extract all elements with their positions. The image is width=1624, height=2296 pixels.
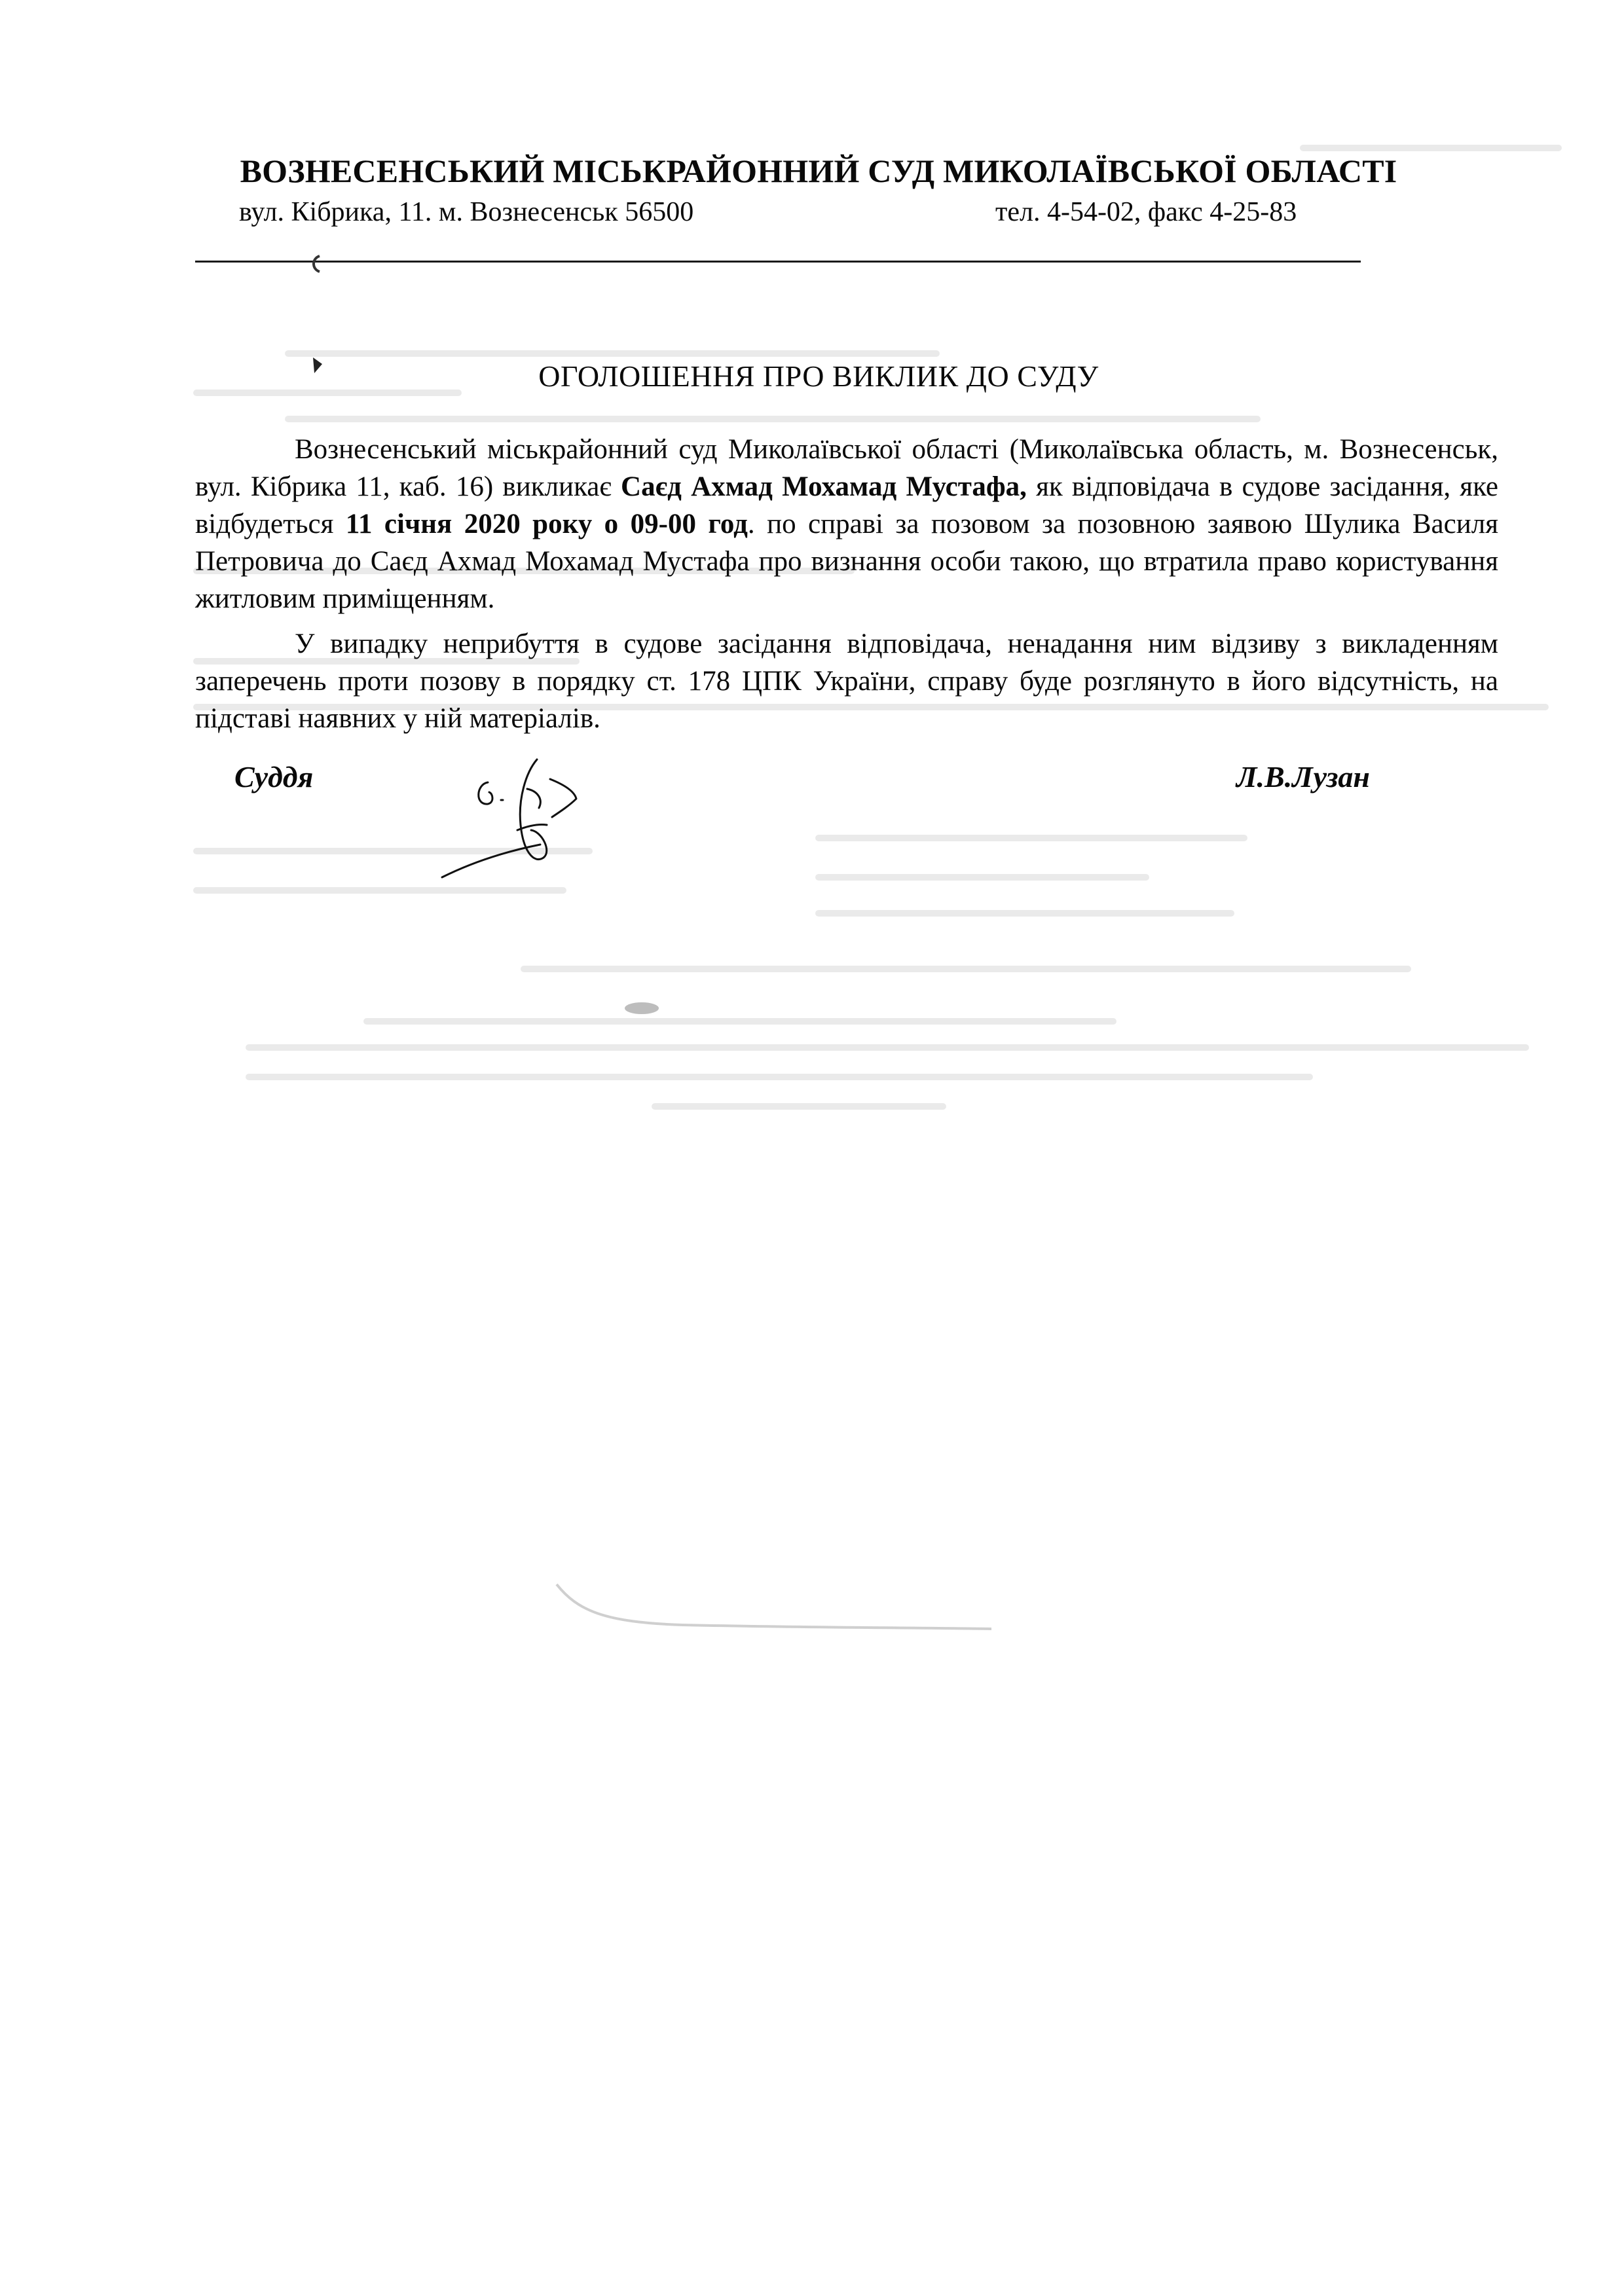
handwritten-signature: [403, 753, 612, 884]
notice-paragraph-2: У випадку неприбуття в судове засідання відповідача, ненадання ним відзиву з викладенням заперечень проти позову в порядку ст. 178 ЦПК України, справу буде розглянуто в його відсутність, на підставі наявних у ній матеріалів.: [195, 629, 1498, 734]
judge-label: Суддя: [234, 760, 314, 793]
notice-p1-end: . по справі за позовом за позовною заявою Шулика Василя Петровича до Саєд Ахмад Мохамад Мустафа про визнання особи такою, що втратила право користування житловим приміщенням.: [195, 509, 1498, 614]
header-divider: [195, 261, 1361, 263]
judge-name: Л.В.Лузан: [1236, 760, 1370, 793]
scan-mark-3: [551, 1578, 997, 1637]
notice-p1-middle: як відповідача в судове засідання, яке відбудеться: [195, 471, 1498, 539]
scan-mark-1: [308, 252, 327, 278]
court-phone: тел. 4-54-02, факс 4-25-83: [995, 197, 1297, 227]
notice-paragraph-1: [195, 431, 1498, 617]
notice-p1-intro: Вознесенський міськрайонний суд Миколаївської області (Миколаївська область, м. Вознесенськ, вул. Кібрика 11, каб. 16) викликає: [195, 434, 1498, 502]
hearing-datetime: 11 січня 2020 року о 09-00 год: [345, 509, 748, 539]
scan-mark-4: [622, 998, 661, 1018]
defendant-name: Саєд Ахмад Мохамад Мустафа,: [621, 471, 1027, 502]
notice-body: [195, 431, 1498, 737]
court-name: ВОЗНЕСЕНСЬКИЙ МІСЬКРАЙОННИЙ СУД МИКОЛАЇВСЬКОЇ ОБЛАСТІ: [240, 153, 1397, 189]
notice-title: ОГОЛОШЕННЯ ПРО ВИКЛИК ДО СУДУ: [538, 359, 1099, 393]
scan-mark-2: [309, 355, 326, 377]
court-address: вул. Кібрика, 11. м. Вознесенськ 56500: [239, 197, 694, 227]
